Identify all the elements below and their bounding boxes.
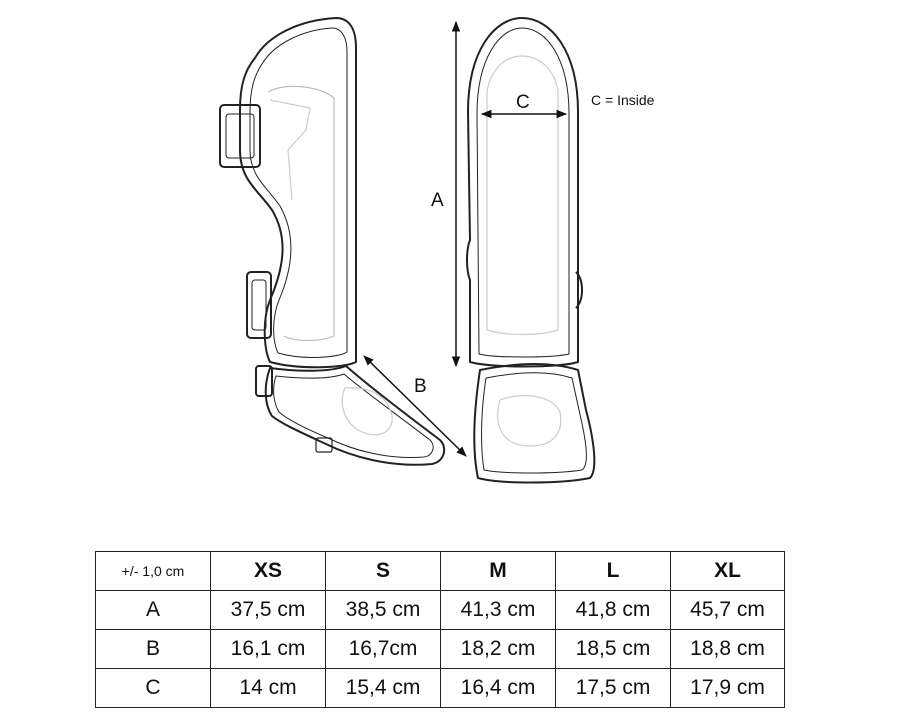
size-chart-table <box>95 551 785 708</box>
table-cell: 18,2 cm <box>441 630 556 669</box>
size-header-l: L <box>556 552 671 591</box>
dimension-c-label: C <box>516 92 530 113</box>
row-label: A <box>96 591 211 630</box>
table-header-row <box>96 552 785 591</box>
table-cell: 45,7 cm <box>671 591 785 630</box>
row-label: B <box>96 630 211 669</box>
shin-guard-front-view <box>467 18 594 483</box>
table-cell: 18,8 cm <box>671 630 785 669</box>
table-row-c <box>96 669 785 708</box>
table-cell: 41,3 cm <box>441 591 556 630</box>
table-row-a <box>96 591 785 630</box>
table-cell: 16,1 cm <box>211 630 326 669</box>
shin-guard-side-view <box>220 18 444 465</box>
dimension-a-label: A <box>431 190 444 211</box>
table-cell: 14 cm <box>211 669 326 708</box>
table-cell: 17,9 cm <box>671 669 785 708</box>
table-cell: 15,4 cm <box>326 669 441 708</box>
table-cell: 38,5 cm <box>326 591 441 630</box>
size-header-s: S <box>326 552 441 591</box>
table-cell: 41,8 cm <box>556 591 671 630</box>
size-header-xl: XL <box>671 552 785 591</box>
table-cell: 16,7cm <box>326 630 441 669</box>
table-row-b <box>96 630 785 669</box>
size-header-m: M <box>441 552 556 591</box>
table-cell: 17,5 cm <box>556 669 671 708</box>
table-cell: 18,5 cm <box>556 630 671 669</box>
size-header-xs: XS <box>211 552 326 591</box>
table-cell: 16,4 cm <box>441 669 556 708</box>
table-cell: 37,5 cm <box>211 591 326 630</box>
dimension-b-label: B <box>414 376 427 397</box>
dimension-c-note: C = Inside <box>591 92 655 108</box>
row-label: C <box>96 669 211 708</box>
tolerance-cell: +/- 1,0 cm <box>96 552 211 591</box>
dimension-b-line <box>364 356 466 456</box>
